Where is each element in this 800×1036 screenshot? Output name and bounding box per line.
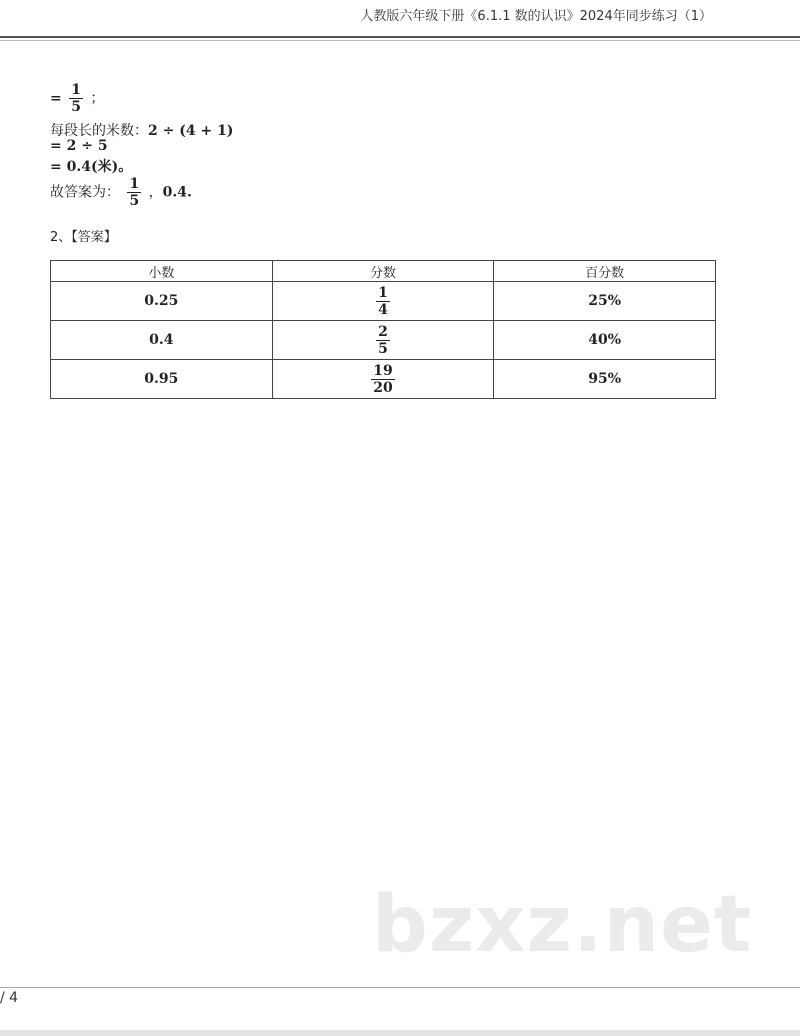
fraction-denominator: 5: [129, 193, 140, 209]
percent-cell: 25%: [494, 282, 716, 321]
header-divider-thin: [0, 40, 800, 41]
table-row: [51, 321, 716, 360]
answer-label: 故答案为：: [50, 184, 120, 201]
fraction-denominator: 20: [373, 379, 393, 396]
column-header-percent: 百分数: [494, 261, 716, 282]
fraction: [376, 324, 390, 357]
equals-sign: =: [50, 90, 62, 107]
table-row: [51, 282, 716, 321]
fraction-numerator: 1: [129, 176, 140, 192]
table-row: [51, 360, 716, 399]
answer-value: 0.4.: [162, 184, 192, 201]
fraction-one-fifth: [69, 82, 83, 115]
fraction-numerator: 19: [373, 362, 393, 379]
decimal-cell: 0.95: [51, 360, 273, 399]
fraction: [371, 363, 394, 396]
answer-table: [50, 260, 716, 399]
footer-divider: [0, 987, 800, 988]
bottom-edge-strip: [0, 1030, 800, 1036]
fraction-denominator: 4: [378, 301, 388, 318]
column-header-fraction: 分数: [272, 261, 494, 282]
answer-line: [50, 176, 192, 209]
fraction: [376, 285, 390, 318]
segment-length-expression: 2 ÷ (4 + 1): [148, 123, 234, 139]
fraction-cell: [272, 321, 494, 360]
fraction-cell: [272, 282, 494, 321]
fraction-cell: [272, 360, 494, 399]
page-header-title: 人教版六年级下册《6.1.1 数的认识》2024年同步练习（1）: [360, 9, 712, 24]
answer-separator: ，: [148, 184, 163, 201]
page-number-indicator: / 4: [0, 990, 19, 1006]
site-watermark: bzxz.net: [372, 880, 753, 970]
section-2-heading: 2、【答案】: [50, 230, 117, 245]
column-header-decimal: 小数: [51, 261, 273, 282]
fraction-numerator: 1: [71, 82, 81, 98]
solution-line-4: = 0.4(米)。: [50, 159, 133, 175]
fraction-denominator: 5: [71, 99, 81, 115]
fraction-denominator: 5: [378, 340, 388, 357]
fraction-numerator: 1: [378, 284, 388, 301]
table-header-row: [51, 261, 716, 282]
segment-length-label: 每段长的米数：: [50, 123, 148, 139]
solution-line-3: = 2 ÷ 5: [50, 138, 108, 154]
percent-cell: 95%: [494, 360, 716, 399]
answer-fraction: [127, 176, 141, 209]
fraction-numerator: 2: [378, 323, 388, 340]
percent-cell: 40%: [494, 321, 716, 360]
solution-line-1: [50, 82, 104, 115]
decimal-cell: 0.4: [51, 321, 273, 360]
semicolon: ；: [90, 90, 105, 107]
decimal-cell: 0.25: [51, 282, 273, 321]
solution-line-2: [50, 120, 233, 140]
header-divider: [0, 36, 800, 38]
